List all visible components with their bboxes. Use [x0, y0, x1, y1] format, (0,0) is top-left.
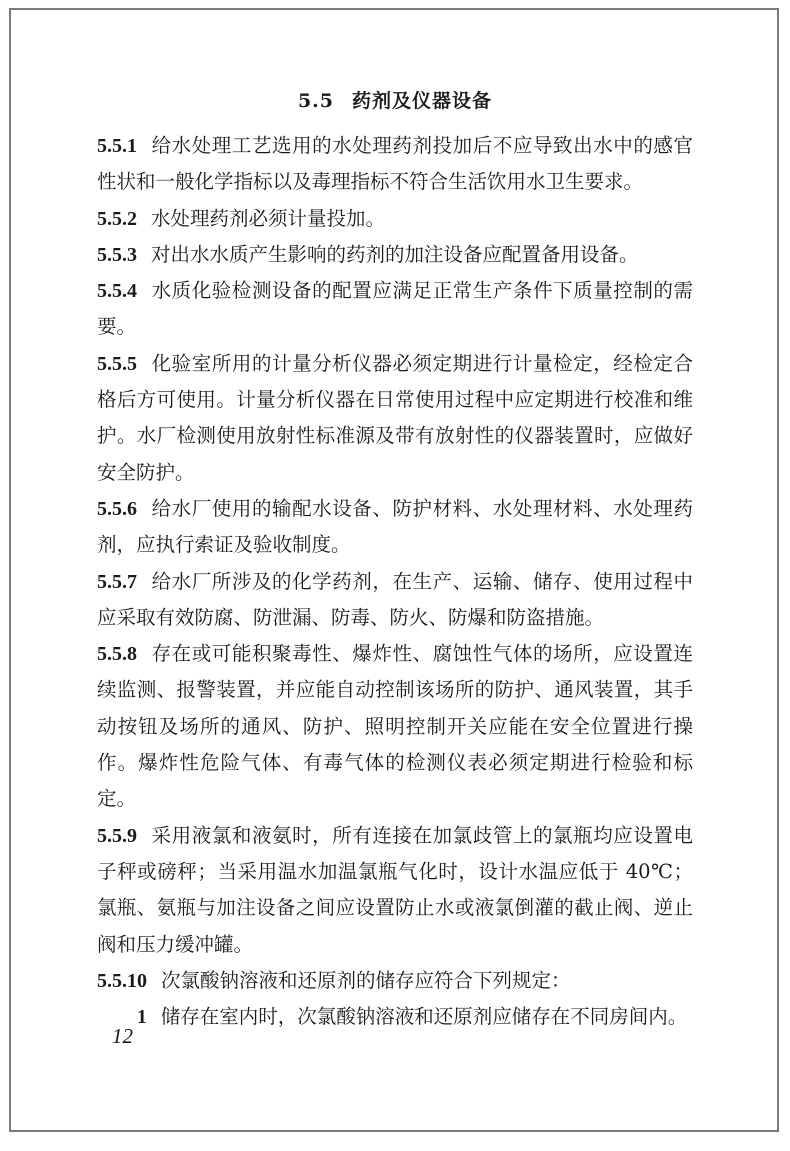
clause-text: 次氯酸钠溶液和还原剂的储存应符合下列规定： [161, 968, 571, 992]
clause-number: 5.5.6 [97, 497, 137, 520]
clause-5-5-9 [97, 818, 693, 963]
clause-5-5-10 [97, 963, 693, 999]
clause-text: 化验室所用的计量分析仪器必须定期进行计量检定，经检定合格后方可使用。计量分析仪器在日常使用过程中应定期进行校准和维护。水厂检测使用放射性标准源及带有放射性的仪器装置时，应做好安全防护。 [97, 351, 693, 484]
item-number: 1 [137, 1007, 147, 1029]
page-number: 12 [112, 1024, 133, 1048]
clause-number: 5.5.9 [97, 824, 137, 847]
clause-text: 给水厂所涉及的化学药剂，在生产、运输、储存、使用过程中应采取有效防腐、防泄漏、防毒、防火、防爆和防盗措施。 [97, 569, 693, 629]
clause-number: 5.5.5 [97, 352, 137, 375]
clause-text: 采用液氯和液氨时，所有连接在加氯歧管上的氯瓶均应设置电子秤或磅秤；当采用温水加温氯瓶气化时，设计水温应低于 40℃；氯瓶、氨瓶与加注设备之间应设置防止水或液氯倒灌的截止阀、逆止阀和压力缓冲罐。 [97, 823, 693, 956]
section-title-text: 药剂及仪器设备 [352, 90, 493, 112]
clause-5-5-2 [97, 201, 693, 237]
clause-number: 5.5.4 [97, 280, 137, 303]
clause-5-5-1 [97, 128, 693, 201]
clause-number: 5.5.1 [97, 135, 137, 157]
section-heading [0, 86, 790, 113]
clause-5-5-5 [97, 346, 693, 491]
clause-5-5-7 [97, 564, 693, 637]
section-number: 5.5 [297, 90, 335, 112]
clause-text: 水质化验检测设备的配置应满足正常生产条件下质量控制的需要。 [97, 279, 693, 339]
clause-5-5-6 [97, 491, 693, 564]
clause-text: 对出水水质产生影响的药剂的加注设备应配置备用设备。 [151, 242, 639, 266]
clause-number: 5.5.7 [97, 570, 137, 593]
clause-5-5-8 [97, 636, 693, 817]
clause-number: 5.5.3 [97, 243, 137, 266]
clause-body [97, 128, 693, 1036]
clause-text: 给水处理工艺选用的水处理药剂投加后不应导致出水中的感官性状和一般化学指标以及毒理指标不符合生活饮用水卫生要求。 [97, 134, 693, 194]
clause-5-5-3 [97, 237, 693, 273]
clause-text: 给水厂使用的输配水设备、防护材料、水处理材料、水处理药剂，应执行索证及验收制度。 [97, 496, 693, 557]
clause-number: 5.5.8 [97, 643, 137, 666]
clause-text: 水处理药剂必须计量投加。 [151, 206, 386, 230]
clause-number: 5.5.2 [97, 207, 137, 230]
clause-number: 5.5.10 [97, 969, 147, 992]
list-item [97, 999, 693, 1036]
clause-text: 存在或可能积聚毒性、爆炸性、腐蚀性气体的场所，应设置连续监测、报警装置，并应能自动控制该场所的防护、通风装置，其手动按钮及场所的通风、防护、照明控制开关应能在安全位置进行操作。爆炸性危险气体、有毒气体的检测仪表必须定期进行检验和标定。 [97, 642, 693, 811]
item-text: 储存在室内时，次氯酸钠溶液和还原剂应储存在不同房间内。 [160, 1005, 688, 1029]
clause-5-5-4 [97, 273, 693, 346]
